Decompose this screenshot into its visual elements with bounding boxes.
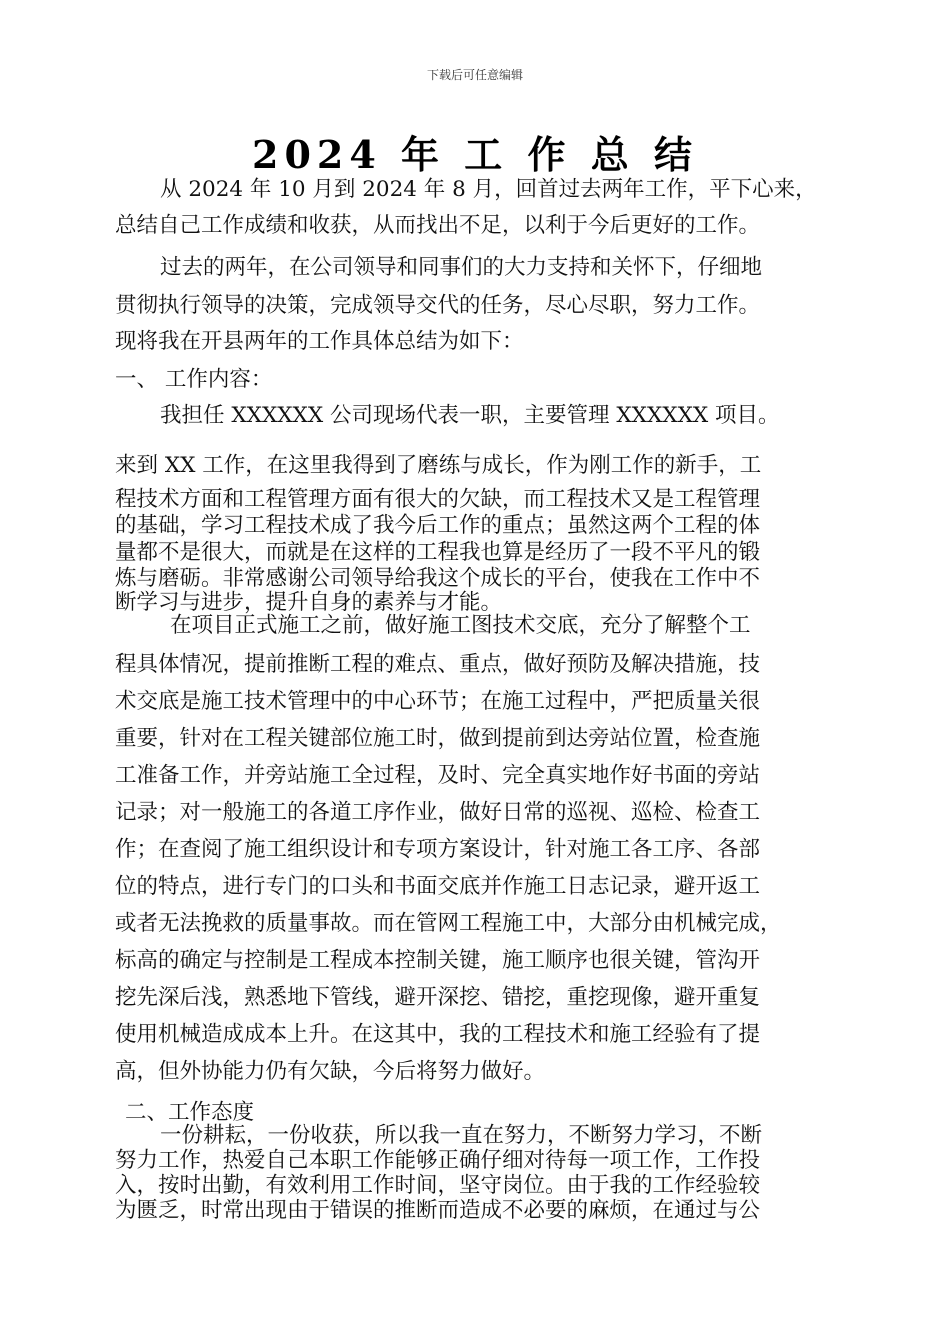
body-line: 断学习与进步，提升自身的素养与才能。 <box>115 590 503 615</box>
body-line: 总结自己工作成绩和收获，从而找出不足，以利于今后更好的工作。 <box>115 213 761 238</box>
page-header: 下载后可任意编辑 <box>426 68 523 82</box>
body-line: 或者无法挽救的质量事故。而在管网工程施工中，大部分由机械完成， <box>115 911 782 936</box>
body-line: 术交底是施工技术管理中的中心环节；在施工过程中，严把质量关很 <box>115 689 761 714</box>
body-line: 我担任 XXXXXX 公司现场代表一职，主要管理 XXXXXX 项目。 <box>160 403 780 428</box>
body-line: 标高的确定与控制是工程成本控制关键，施工顺序也很关键，管沟开 <box>115 948 761 973</box>
body-line: 挖先深后浅，熟悉地下管线，避开深挖、错挖，重挖现像，避开重复 <box>115 985 761 1010</box>
body-line: 为匮乏，时常出现由于错误的推断而造成不必要的麻烦，在通过与公 <box>115 1198 761 1223</box>
body-line: 程具体情况，提前推断工程的难点、重点，做好预防及解决措施，技 <box>115 652 761 677</box>
body-line: 贯彻执行领导的决策，完成领导交代的任务，尽心尽职，努力工作。 <box>115 293 761 318</box>
body-line: 炼与磨砺。非常感谢公司领导给我这个成长的平台，使我在工作中不 <box>115 566 761 591</box>
body-line: 工准备工作，并旁站施工全过程，及时、完全真实地作好书面的旁站 <box>115 763 761 788</box>
body-line: 努力工作，热爱自己本职工作能够正确仔细对待每一项工作，工作投 <box>115 1148 761 1173</box>
body-line: 重要，针对在工程关键部位施工时，做到提前到达旁站位置，检查施 <box>115 726 761 751</box>
body-line: 从 2024 年 10 月到 2024 年 8 月，回首过去两年工作，平下心来， <box>160 177 817 202</box>
body-line: 的基础，学习工程技术成了我今后工作的重点；虽然这两个工程的体 <box>115 513 761 538</box>
body-line: 来到 XX 工作，在这里我得到了磨练与成长，作为刚工作的新手，工 <box>115 453 762 478</box>
body-line: 位的特点，进行专门的口头和书面交底并作施工日志记录，避开返工 <box>115 874 761 899</box>
document-title: 2024 年 工 作 总 结 <box>252 132 698 177</box>
body-line: 作；在查阅了施工组织设计和专项方案设计，针对施工各工序、各部 <box>115 837 761 862</box>
section-heading: 二、工作态度 <box>125 1100 255 1125</box>
body-line: 量都不是很大，而就是在这样的工程我也算是经历了一段不平凡的锻 <box>115 540 761 565</box>
body-line: 过去的两年，在公司领导和同事们的大力支持和关怀下，仔细地 <box>160 255 763 280</box>
body-line: 现将我在开县两年的工作具体总结为如下： <box>115 329 524 354</box>
body-line: 在项目正式施工之前，做好施工图技术交底，充分了解整个工 <box>170 613 751 638</box>
body-line: 入，按时出勤，有效利用工作时间，坚守岗位。由于我的工作经验较 <box>115 1173 761 1198</box>
body-line: 一份耕耘，一份收获，所以我一直在努力，不断努力学习，不断 <box>160 1123 763 1148</box>
body-line: 高，但外协能力仍有欠缺，今后将努力做好。 <box>115 1059 546 1084</box>
section-heading: 一、 工作内容： <box>115 367 273 392</box>
body-line: 程技术方面和工程管理方面有很大的欠缺，而工程技术又是工程管理 <box>115 487 761 512</box>
body-line: 记录；对一般施工的各道工序作业，做好日常的巡视、巡检、检查工 <box>115 800 761 825</box>
body-line: 使用机械造成成本上升。在这其中，我的工程技术和施工经验有了提 <box>115 1022 761 1047</box>
